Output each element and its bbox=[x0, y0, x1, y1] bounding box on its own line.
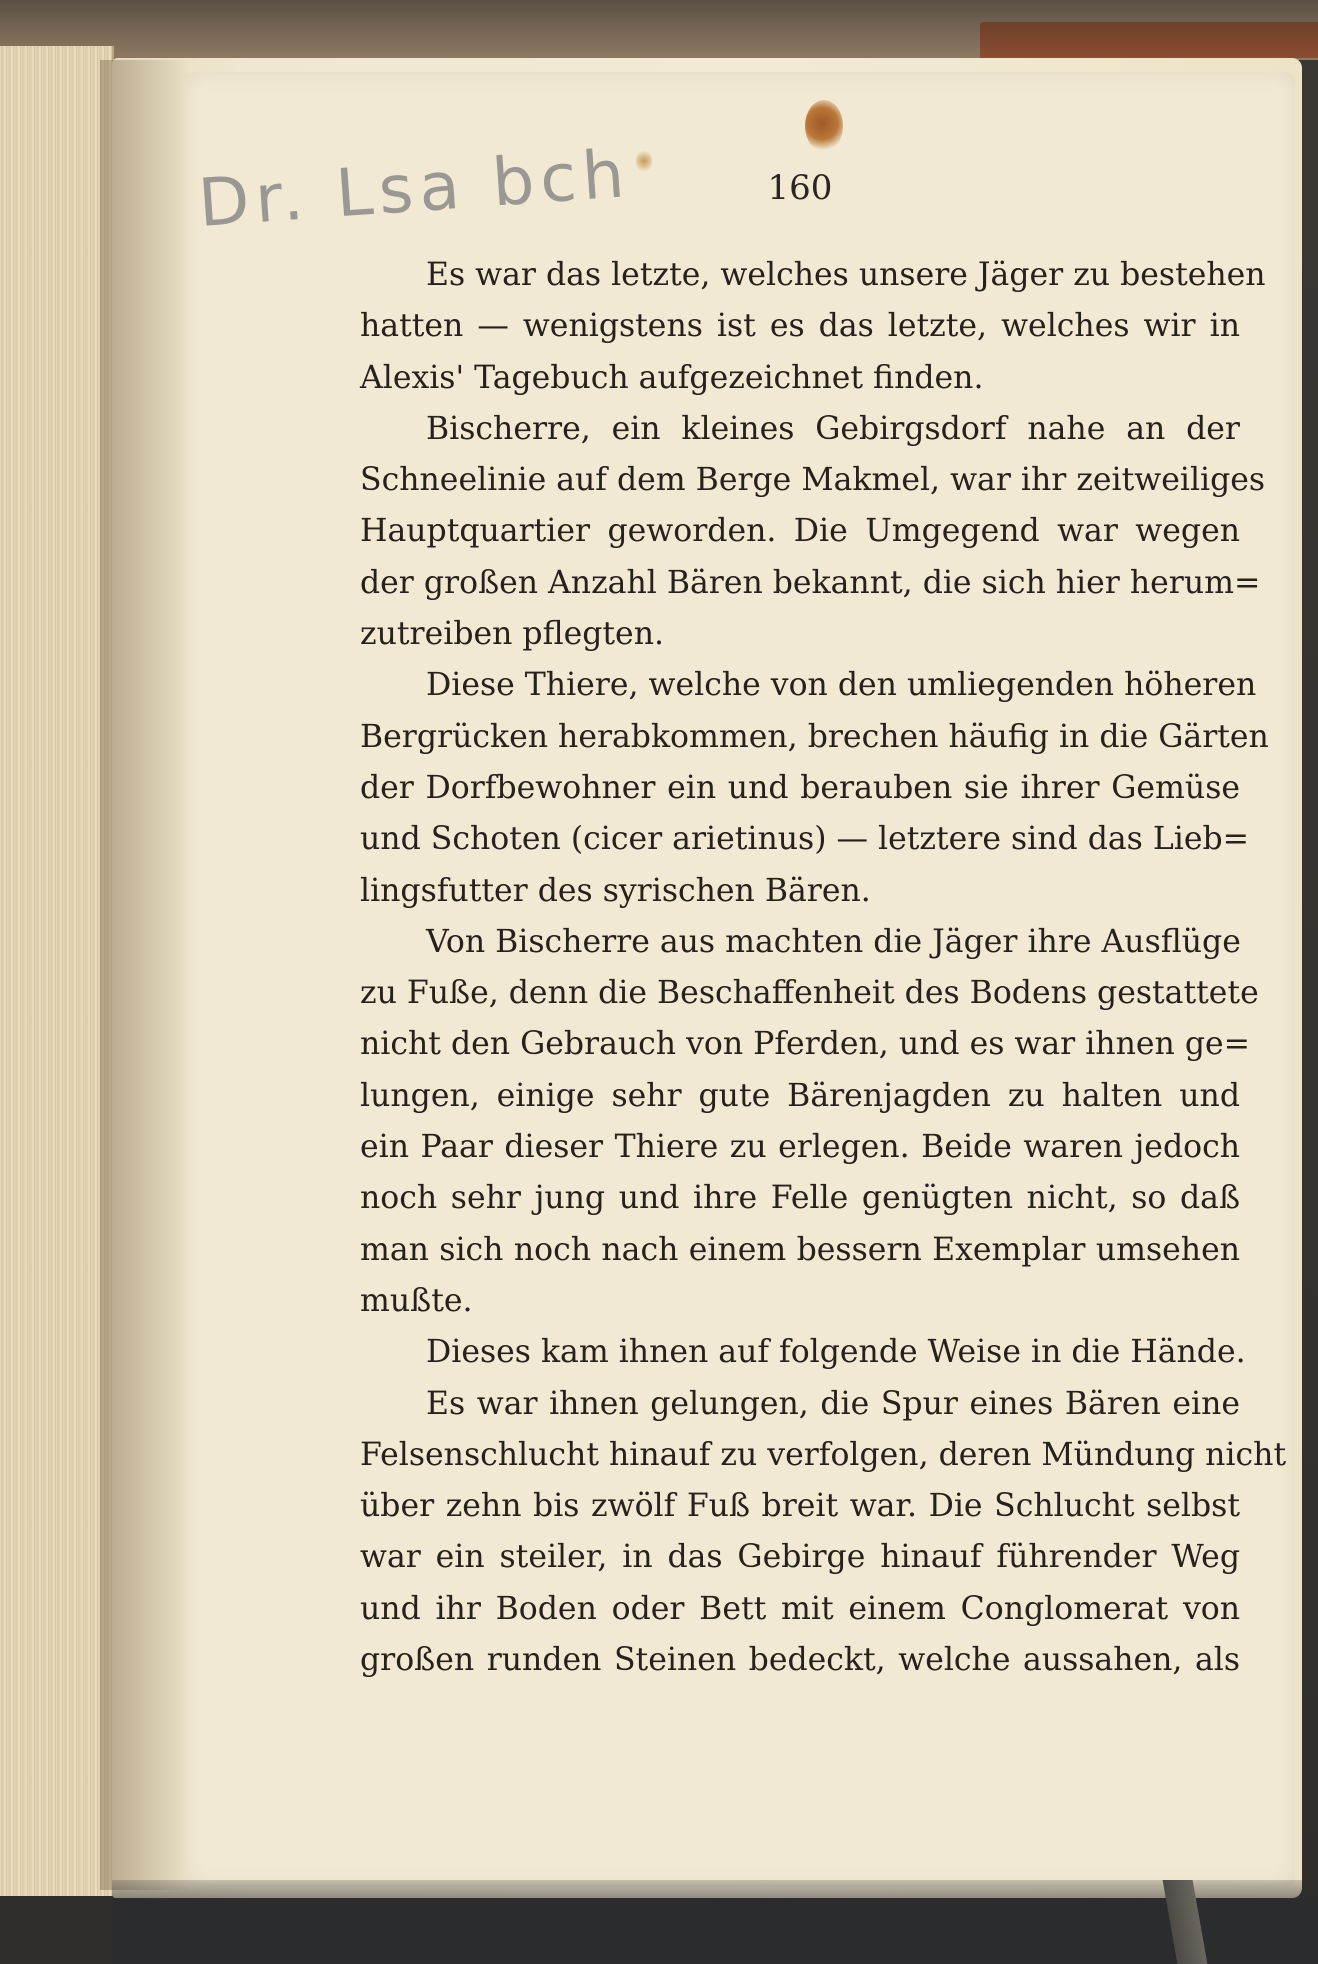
text-line: Hauptquartier geworden. Die Umgegend war wegen bbox=[360, 513, 1240, 550]
text-line: nicht den Gebrauch von Pferden, und es war ihnen ge= bbox=[360, 1026, 1251, 1063]
text-line: der Dorfbewohner ein und berauben sie ihrer Gemüse bbox=[360, 769, 1240, 806]
gutter-shadow bbox=[100, 60, 190, 1890]
text-line: und ihr Boden oder Bett mit einem Conglomerat von bbox=[360, 1590, 1240, 1627]
paper-stain-small bbox=[636, 150, 652, 172]
text-line: Dieses kam ihnen auf folgende Weise in die Hände. bbox=[426, 1334, 1246, 1371]
text-line: Felsenschlucht hinauf zu verfolgen, deren Mündung nicht bbox=[360, 1436, 1287, 1473]
page-stack-edge bbox=[0, 46, 114, 1896]
text-line: Alexis' Tagebuch aufgezeichnet finden. bbox=[360, 359, 984, 396]
text-line: über zehn bis zwölf Fuß breit war. Die Schlucht selbst bbox=[360, 1488, 1240, 1525]
handwritten-margin-note: Dr. Lsa bch bbox=[195, 135, 633, 242]
text-line: mußte. bbox=[360, 1282, 473, 1319]
text-line: zu Fuße, denn die Beschaffenheit des Bodens gestattete bbox=[360, 975, 1259, 1012]
text-line: Diese Thiere, welche von den umliegenden höheren bbox=[426, 667, 1257, 704]
page-bottom-shadow bbox=[112, 1880, 1318, 1964]
text-line: hatten — wenigstens ist es das letzte, welches wir in bbox=[360, 308, 1240, 345]
text-line: Schneelinie auf dem Berge Makmel, war ihr zeitweiliges bbox=[360, 462, 1266, 499]
text-line: Bischerre, ein kleines Gebirgsdorf nahe an der bbox=[426, 410, 1240, 447]
page-number: 160 bbox=[767, 168, 833, 208]
text-line: lingsfutter des syrischen Bären. bbox=[360, 872, 871, 909]
text-line: großen runden Steinen bedeckt, welche aussahen, als bbox=[360, 1642, 1240, 1679]
text-line: war ein steiler, in das Gebirge hinauf führender Weg bbox=[360, 1539, 1240, 1576]
text-line: und Schoten (cicer arietinus) — letztere sind das Lieb= bbox=[360, 821, 1250, 858]
text-line: noch sehr jung und ihre Felle genügten nicht, so daß bbox=[360, 1180, 1240, 1217]
body-text bbox=[360, 250, 1287, 1686]
text-line: Es war ihnen gelungen, die Spur eines Bären eine bbox=[426, 1385, 1240, 1422]
text-line: ein Paar dieser Thiere zu erlegen. Beide waren jedoch bbox=[360, 1129, 1240, 1166]
text-line: Bergrücken herabkommen, brechen häufig in die Gärten bbox=[360, 718, 1269, 755]
text-line: lungen, einige sehr gute Bärenjagden zu halten und bbox=[360, 1077, 1240, 1114]
text-line: man sich noch nach einem bessern Exemplar umsehen bbox=[360, 1231, 1240, 1268]
text-line: zutreiben pflegten. bbox=[360, 616, 665, 653]
paper-stain bbox=[805, 100, 843, 152]
book-cover-spine bbox=[980, 22, 1318, 58]
text-line: Es war das letzte, welches unsere Jäger zu bestehen bbox=[426, 257, 1266, 293]
text-line: der großen Anzahl Bären bekannt, die sich hier herum= bbox=[360, 564, 1261, 601]
text-line: Von Bischerre aus machten die Jäger ihre Ausflüge bbox=[426, 923, 1241, 960]
